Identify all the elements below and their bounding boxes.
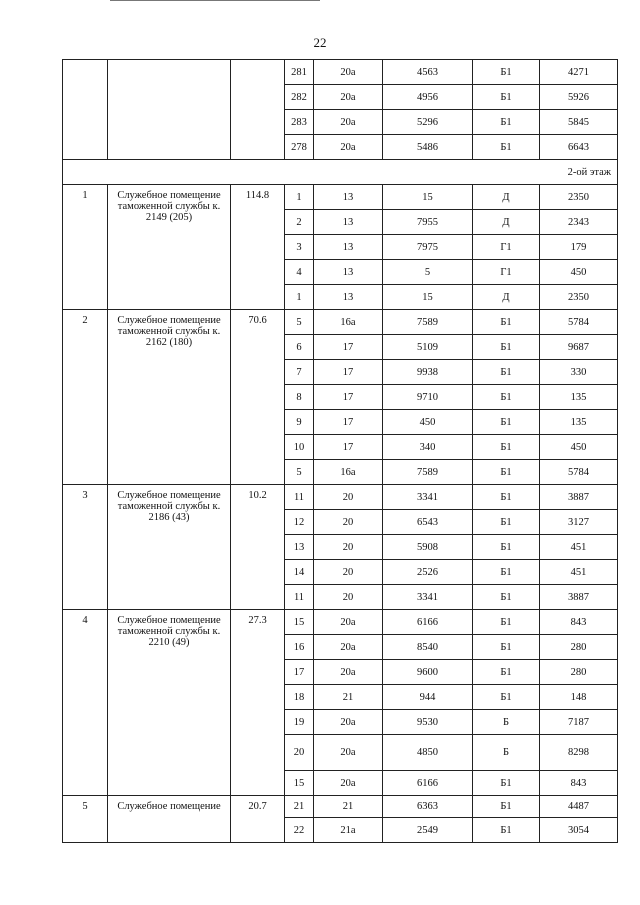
cell-point: 18 (285, 685, 314, 710)
cell-value: 280 (540, 660, 618, 685)
cell-value: 450 (540, 435, 618, 460)
cell-number: 3341 (383, 585, 473, 610)
cell-axis: 16а (314, 310, 383, 335)
cell-axis: 16а (314, 460, 383, 485)
cell-axis: 20а (314, 610, 383, 635)
cell-value: 4271 (540, 60, 618, 85)
cell-room-name: Служебное помещение (108, 796, 231, 843)
cell-axis: 17 (314, 410, 383, 435)
cell-category: Б1 (473, 60, 540, 85)
cell-value: 5784 (540, 460, 618, 485)
cell-number: 7589 (383, 310, 473, 335)
cell-room-area: 70.6 (231, 310, 285, 485)
table-row (63, 310, 618, 335)
cell-point: 6 (285, 335, 314, 360)
cell-axis: 20а (314, 135, 383, 160)
cell-value: 3887 (540, 585, 618, 610)
cell-category: Б1 (473, 560, 540, 585)
cell-value: 330 (540, 360, 618, 385)
cell-room-number: 2 (63, 310, 108, 485)
cell-number: 5296 (383, 110, 473, 135)
cell-category: Б1 (473, 85, 540, 110)
cell-point: 278 (285, 135, 314, 160)
cell-axis: 21 (314, 685, 383, 710)
cell-room-number: 3 (63, 485, 108, 610)
cell-point: 5 (285, 460, 314, 485)
cell-category: Б1 (473, 535, 540, 560)
cell-point: 10 (285, 435, 314, 460)
cell-number: 9600 (383, 660, 473, 685)
cell-room-number: 4 (63, 610, 108, 796)
cell-category: Б1 (473, 610, 540, 635)
cell-axis: 17 (314, 435, 383, 460)
page-number: 22 (313, 35, 327, 50)
cell-category: Д (473, 210, 540, 235)
cell-point: 20 (285, 735, 314, 771)
cell-room-name: Служебное помещение таможенной службы к. 2186 (43) (108, 485, 231, 610)
cell-axis: 20а (314, 735, 383, 771)
cell-number: 15 (383, 285, 473, 310)
cell-axis: 17 (314, 360, 383, 385)
cell-point: 17 (285, 660, 314, 685)
table-row (63, 485, 618, 510)
cell-value: 135 (540, 385, 618, 410)
cell-value: 3054 (540, 818, 618, 843)
cell-point: 9 (285, 410, 314, 435)
cell-value: 6643 (540, 135, 618, 160)
cell-point: 4 (285, 260, 314, 285)
cell-number: 5908 (383, 535, 473, 560)
cell-point: 15 (285, 610, 314, 635)
cell-value: 148 (540, 685, 618, 710)
cell-category: Б1 (473, 110, 540, 135)
cell-number: 4850 (383, 735, 473, 771)
floor-label: 2-ой этаж (63, 160, 618, 185)
cell-axis: 21а (314, 818, 383, 843)
cell-number: 6543 (383, 510, 473, 535)
cell-point: 13 (285, 535, 314, 560)
cell-category: Б1 (473, 818, 540, 843)
cell-point: 12 (285, 510, 314, 535)
cell-point: 11 (285, 485, 314, 510)
cell-category: Б1 (473, 796, 540, 818)
cell-category: Б1 (473, 360, 540, 385)
cell-room-area: 20.7 (231, 796, 285, 843)
cell-category: Б1 (473, 485, 540, 510)
cell-value: 3127 (540, 510, 618, 535)
cell-value: 5926 (540, 85, 618, 110)
table-row (63, 610, 618, 635)
cell-number: 8540 (383, 635, 473, 660)
cell-category: Б1 (473, 660, 540, 685)
cell-value: 451 (540, 560, 618, 585)
cell-axis: 13 (314, 210, 383, 235)
cell-room-name: Служебное помещение таможенной службы к. 2210 (49) (108, 610, 231, 796)
cell-axis: 17 (314, 335, 383, 360)
cell-category: Г1 (473, 235, 540, 260)
cell-number: 2526 (383, 560, 473, 585)
table-row (63, 796, 618, 818)
cell-number: 9530 (383, 710, 473, 735)
cell-category: Б (473, 735, 540, 771)
cell-number: 6166 (383, 771, 473, 796)
cell-point: 7 (285, 360, 314, 385)
cell-room-number: 1 (63, 185, 108, 310)
cell-room-name: Служебное помещение таможенной службы к. 2162 (180) (108, 310, 231, 485)
cell-point: 11 (285, 585, 314, 610)
cell-number: 944 (383, 685, 473, 710)
cell-number: 6363 (383, 796, 473, 818)
cell-point: 1 (285, 185, 314, 210)
cell-number: 6166 (383, 610, 473, 635)
cell-category: Б1 (473, 585, 540, 610)
cell-category: Д (473, 185, 540, 210)
cell-value: 8298 (540, 735, 618, 771)
cell-number: 7589 (383, 460, 473, 485)
cell-number: 9710 (383, 385, 473, 410)
cell-category: Г1 (473, 260, 540, 285)
cell-number: 15 (383, 185, 473, 210)
cell-value: 4487 (540, 796, 618, 818)
cell-value: 451 (540, 535, 618, 560)
cell-point: 283 (285, 110, 314, 135)
cell-category: Б1 (473, 510, 540, 535)
cell-axis: 20а (314, 635, 383, 660)
cell-category: Б1 (473, 385, 540, 410)
cell-category: Б1 (473, 435, 540, 460)
cell-value: 179 (540, 235, 618, 260)
cell-value: 280 (540, 635, 618, 660)
cell-axis: 13 (314, 285, 383, 310)
cell-axis: 13 (314, 185, 383, 210)
cell-point: 16 (285, 635, 314, 660)
cell-value: 5784 (540, 310, 618, 335)
cell-number: 5 (383, 260, 473, 285)
cell-area (231, 60, 285, 160)
table-row (63, 185, 618, 210)
cell-point: 21 (285, 796, 314, 818)
cell-number: 5486 (383, 135, 473, 160)
cell-room-area: 10.2 (231, 485, 285, 610)
cell-number: 450 (383, 410, 473, 435)
cell-axis: 13 (314, 260, 383, 285)
cell-number: 4563 (383, 60, 473, 85)
cell-axis: 13 (314, 235, 383, 260)
cell-value: 5845 (540, 110, 618, 135)
cell-value: 450 (540, 260, 618, 285)
cell-value: 2350 (540, 285, 618, 310)
cell-axis: 21 (314, 796, 383, 818)
cell-axis: 20а (314, 771, 383, 796)
cell-axis: 20 (314, 535, 383, 560)
cell-room-area: 114.8 (231, 185, 285, 310)
cell-axis: 20а (314, 85, 383, 110)
cell-point: 15 (285, 771, 314, 796)
cell-axis: 20 (314, 510, 383, 535)
cell-category: Б1 (473, 410, 540, 435)
cell-category: Д (473, 285, 540, 310)
cell-number: 4956 (383, 85, 473, 110)
cell-number: 9938 (383, 360, 473, 385)
cell-category: Б1 (473, 771, 540, 796)
cell-axis: 20а (314, 710, 383, 735)
cell-point: 8 (285, 385, 314, 410)
cell-category: Б1 (473, 335, 540, 360)
coordinates-table (62, 59, 618, 843)
cell-value: 2350 (540, 185, 618, 210)
cell-axis: 20а (314, 60, 383, 85)
cell-point: 1 (285, 285, 314, 310)
cell-value: 2343 (540, 210, 618, 235)
cell-point: 2 (285, 210, 314, 235)
cell-category: Б1 (473, 135, 540, 160)
cell-axis: 20а (314, 110, 383, 135)
cell-value: 843 (540, 771, 618, 796)
floor-row (63, 160, 618, 185)
cell-axis: 20а (314, 660, 383, 685)
cell-value: 3887 (540, 485, 618, 510)
cell-axis: 20 (314, 585, 383, 610)
cell-name (108, 60, 231, 160)
table-row (63, 60, 618, 85)
cell-point: 5 (285, 310, 314, 335)
cell-number: 2549 (383, 818, 473, 843)
cell-num (63, 60, 108, 160)
cell-point: 19 (285, 710, 314, 735)
cell-category: Б1 (473, 460, 540, 485)
cell-axis: 17 (314, 385, 383, 410)
cell-value: 843 (540, 610, 618, 635)
cell-point: 14 (285, 560, 314, 585)
cell-room-name: Служебное помещение таможенной службы к. 2149 (205) (108, 185, 231, 310)
cell-number: 5109 (383, 335, 473, 360)
cell-point: 281 (285, 60, 314, 85)
cell-number: 7955 (383, 210, 473, 235)
cell-number: 7975 (383, 235, 473, 260)
cell-point: 282 (285, 85, 314, 110)
cell-number: 3341 (383, 485, 473, 510)
cell-point: 22 (285, 818, 314, 843)
cell-category: Б (473, 710, 540, 735)
cell-value: 7187 (540, 710, 618, 735)
cell-value: 135 (540, 410, 618, 435)
cell-category: Б1 (473, 685, 540, 710)
cell-value: 9687 (540, 335, 618, 360)
cell-axis: 20 (314, 560, 383, 585)
cell-category: Б1 (473, 635, 540, 660)
cell-axis: 20 (314, 485, 383, 510)
cell-category: Б1 (473, 310, 540, 335)
cell-room-number: 5 (63, 796, 108, 843)
cell-number: 340 (383, 435, 473, 460)
cell-point: 3 (285, 235, 314, 260)
cell-room-area: 27.3 (231, 610, 285, 796)
scan-top-line (110, 0, 320, 1)
